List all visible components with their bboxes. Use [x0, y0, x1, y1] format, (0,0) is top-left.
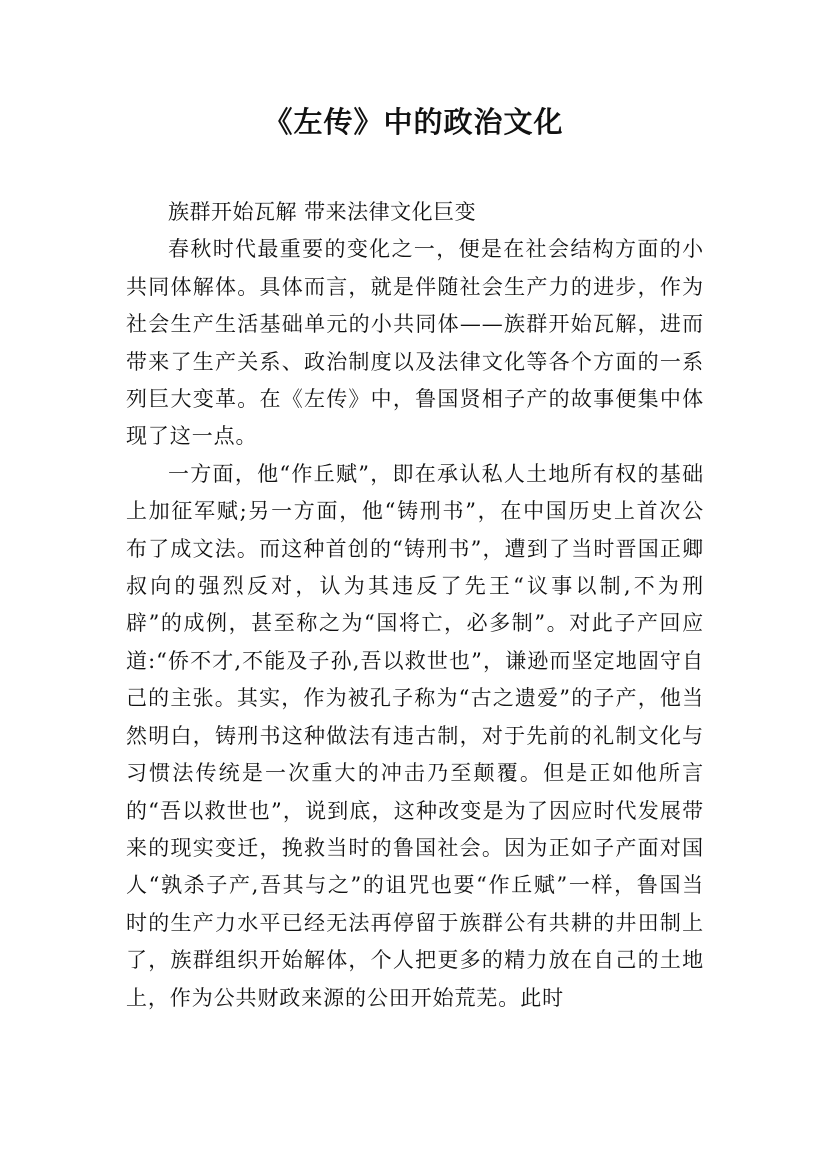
document-body	[126, 194, 704, 1017]
section-subheading: 族群开始瓦解 带来法律文化巨变	[168, 200, 477, 224]
paragraph-1: 春秋时代最重要的变化之一，便是在社会结构方面的小共同体解体。具体而言，就是伴随社会生产力的进步，作为社会生产生活基础单元的小共同体——族群开始瓦解，进而带来了生产关系、政治制度以及法律文化等各个方面的一系列巨大变革。在《左传》中，鲁国贤相子产的故事便集中体现了这一点。	[126, 237, 704, 449]
paragraph-2: 一方面，他“作丘赋”，即在承认私人土地所有权的基础上加征军赋;另一方面，他“铸刑书”，在中国历史上首次公布了成文法。而这种首创的“铸刑书”，遭到了当时晋国正卿叔向的强烈反对，认为其违反了先王“议事以制,不为刑辟”的成例，甚至称之为“国将亡，必多制”。对此子产回应道:“侨不才,不能及子孙,吾以救世也”，谦逊而坚定地固守自己的主张。其实，作为被孔子称为“古之遗爱”的子产，他当然明白，铸刑书这种做法有违古制，对于先前的礼制文化与习惯法传统是一次重大的冲击乃至颠覆。但是正如他所言的“吾以救世也”，说到底，这种改变是为了因应时代发展带来的现实变迁，挽救当时的鲁国社会。因为正如子产面对国人“孰杀子产,吾其与之”的诅咒也要“作丘赋”一样，鲁国当时的生产力水平已经无法再停留于族群公有共耕的井田制上了，族群组织开始解体，个人把更多的精力放在自己的土地上，作为公共财政来源的公田开始荒芜。此时	[126, 461, 704, 1010]
document-title: 《左传》中的政治文化	[263, 105, 564, 139]
